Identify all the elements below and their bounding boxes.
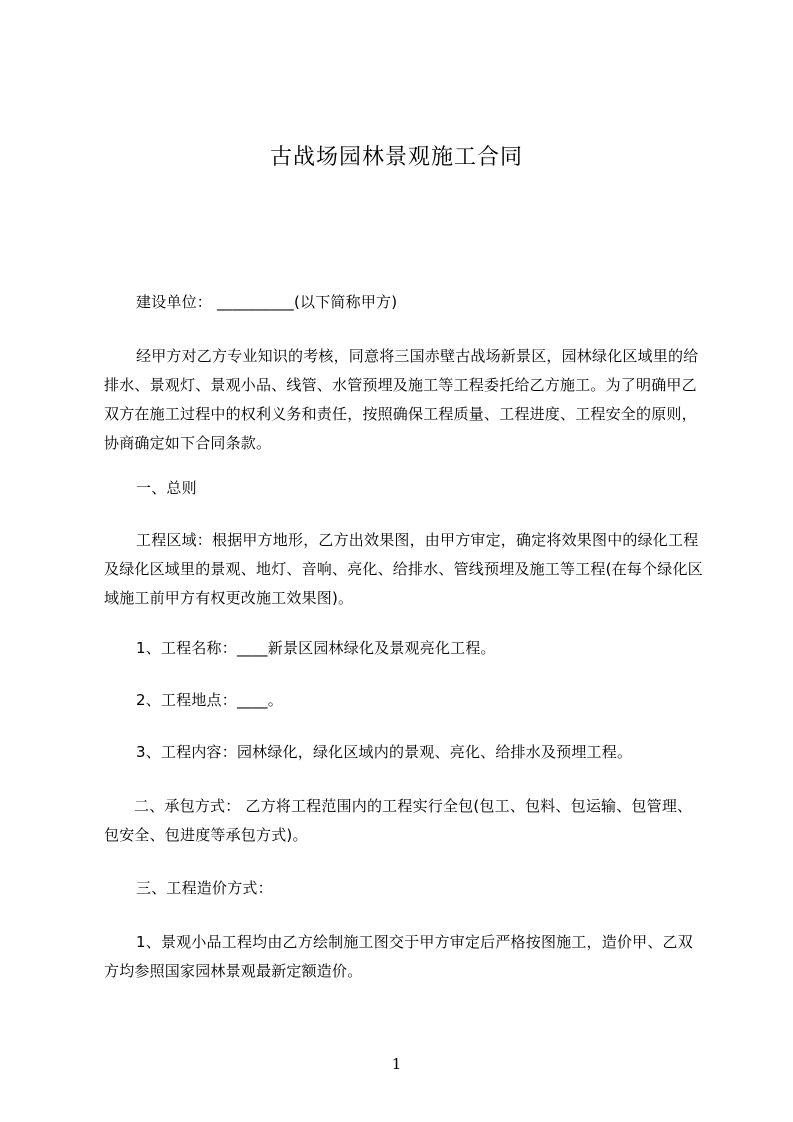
- section-2-contract-method: 二、承包方式： 乙方将工程范围内的工程实行全包(包工、包料、包运输、包管理、包安全、包进度等承包方式)。: [104, 797, 693, 844]
- intro-paragraph: 经甲方对乙方专业知识的考核，同意将三国赤壁古战场新景区，园林绿化区域里的给排水、景观灯、景观小品、线管、水管预埋及施工等工程委托给乙方施工。为了明确甲乙双方在施工过程中的权利义务和责任，按照确保工程质量、工程进度、工程安全的原则，协商确定如下合同条款。: [104, 347, 699, 452]
- item-1-project-name: 1、工程名称：____新景区园林绿化及景观亮化工程。: [136, 639, 496, 657]
- contract-title: 古战场园林景观施工合同: [269, 145, 523, 170]
- item-3-project-content: 3、工程内容：园林绿化，绿化区域内的景观、亮化、给排水及预埋工程。: [136, 743, 633, 761]
- section-1-scope-paragraph: 工程区域：根据甲方地形，乙方出效果图，由甲方审定，确定将效果图中的绿化工程及绿化区域里的景观、地灯、音响、亮化、给排水、管线预埋及施工等工程(在每个绿化区域施工前甲方有权更改施工效果图)。: [104, 531, 703, 607]
- section-3-item-1: 1、景观小品工程均由乙方绘制施工图交于甲方审定后严格按图施工，造价甲、乙双方均参照国家园林景观最新定额造价。: [104, 933, 693, 980]
- page-number: 1: [391, 1055, 402, 1073]
- item-2-project-location: 2、工程地点：____。: [136, 691, 283, 709]
- party-a-line: 建设单位： __________(以下简称甲方): [136, 293, 398, 311]
- section-1-heading: 一、总则: [136, 479, 197, 497]
- section-3-heading: 三、工程造价方式：: [136, 879, 273, 897]
